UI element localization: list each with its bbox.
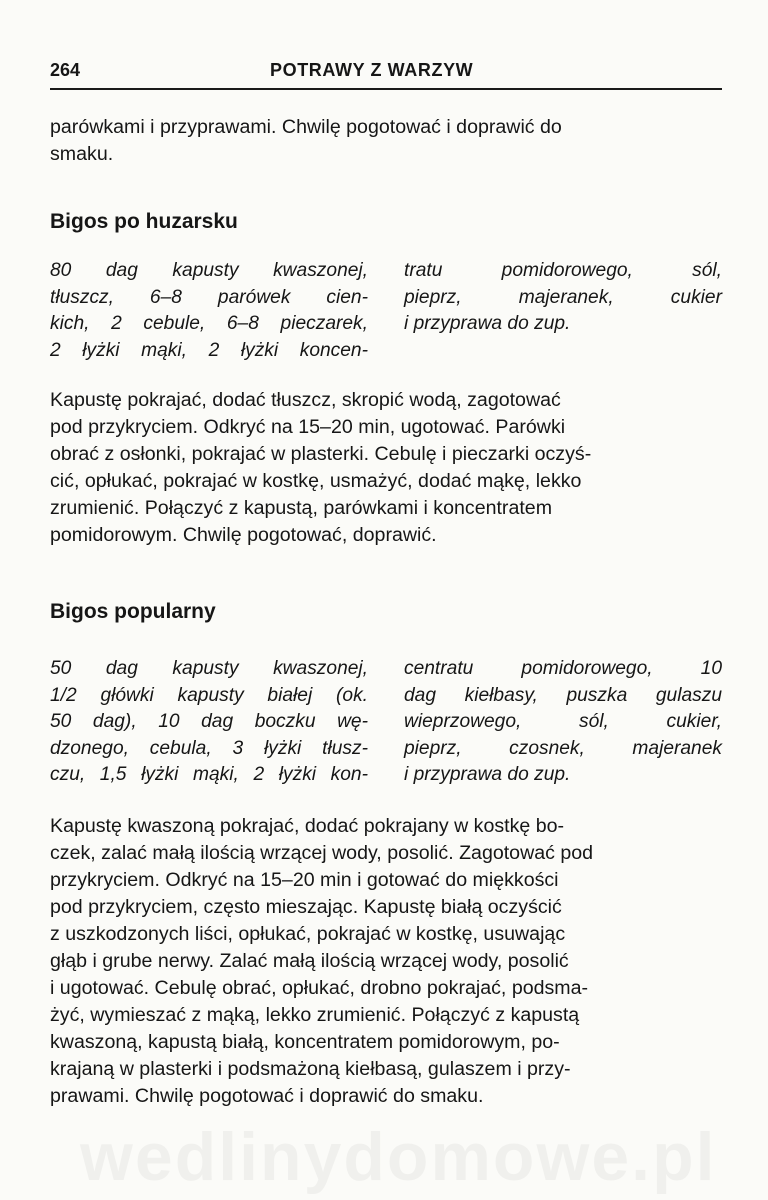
text-line: z uszkodzonych liści, opłukać, pokrajać w kostkę, usuwając xyxy=(50,923,566,945)
text-line: pod przykryciem, często mieszając. Kapustę białą oczyścić xyxy=(50,896,562,918)
recipe-method xyxy=(50,813,722,1110)
text-line: cić, opłukać, pokrajać w kostkę, usmażyć, dodać mąkę, lekko xyxy=(50,470,582,492)
ingredient-line: 50 dag kapusty kwaszonej, xyxy=(50,658,368,679)
text-line: czek, zalać małą ilością wrzącej wody, posolić. Zagotować pod xyxy=(50,842,594,864)
text-line: kwaszoną, kapustą białą, koncentratem pomidorowym, po- xyxy=(50,1031,560,1053)
recipe-title: Bigos po huzarsku xyxy=(50,210,238,233)
ingredient-line: dzonego, cebula, 3 łyżki tłusz- xyxy=(50,737,368,759)
text-line: przykryciem. Odkryć na 15–20 min i gotować do miękkości xyxy=(50,869,559,891)
running-title: POTRAWY Z WARZYW xyxy=(270,60,474,80)
text-line: pod przykryciem. Odkryć na 15–20 min, ugotować. Parówki xyxy=(50,416,566,438)
ingredient-line: 80 dag kapusty kwaszonej, xyxy=(50,260,368,281)
ingredient-line: kich, 2 cebule, 6–8 pieczarek, xyxy=(50,313,368,334)
ingredient-line: tłuszcz, 6–8 parówek cien- xyxy=(50,286,368,308)
recipe-method xyxy=(50,387,722,549)
text-line: Kapustę kwaszoną pokrajać, dodać pokrajany w kostkę bo- xyxy=(50,815,565,837)
ingredient-line: pieprz, czosnek, majeranek xyxy=(404,737,722,759)
ingredients-block xyxy=(50,258,722,368)
text-line: prawami. Chwilę pogotować i doprawić do smaku. xyxy=(50,1085,484,1107)
ingredient-line: czu, 1,5 łyżki mąki, 2 łyżki kon- xyxy=(50,764,368,785)
ingredient-line: centratu pomidorowego, 10 xyxy=(404,658,722,679)
page-header xyxy=(50,58,722,90)
ingredient-line: dag kiełbasy, puszka gulaszu xyxy=(404,684,722,706)
watermark xyxy=(80,1118,717,1196)
ingredient-line: tratu pomidorowego, sól, xyxy=(404,260,722,281)
text-line: głąb i grube nerwy. Zalać małą ilością wrzącej wody, posolić xyxy=(50,950,569,972)
ingredients-right-column xyxy=(404,258,722,338)
ingredients-block xyxy=(50,656,722,792)
text-line: zrumienić. Połączyć z kapustą, parówkami i koncentratem xyxy=(50,497,553,519)
recipe-title: Bigos popularny xyxy=(50,600,216,623)
ingredients-right-column xyxy=(404,656,722,789)
text-line: smaku. xyxy=(50,143,114,165)
intro-paragraph xyxy=(50,114,722,168)
ingredient-line: i przyprawa do zup. xyxy=(404,313,571,334)
ingredient-line: 2 łyżki mąki, 2 łyżki koncen- xyxy=(50,339,368,361)
ingredient-line: 1/2 główki kapusty białej (ok. xyxy=(50,684,368,706)
text-line: pomidorowym. Chwilę pogotować, doprawić. xyxy=(50,524,437,546)
ingredient-line: 50 dag), 10 dag boczku wę- xyxy=(50,711,368,732)
ingredients-left-column xyxy=(50,258,368,364)
ingredient-line: wieprzowego, sól, cukier, xyxy=(404,711,722,732)
ingredient-line: i przyprawa do zup. xyxy=(404,764,571,785)
text-line: krajaną w plasterki i podsmażoną kiełbasą, gulaszem i przy- xyxy=(50,1058,571,1080)
text-line: parówkami i przyprawami. Chwilę pogotować i doprawić do xyxy=(50,116,562,138)
ingredients-left-column xyxy=(50,656,368,789)
text-line: żyć, wymieszać z mąką, lekko zrumienić. Połączyć z kapustą xyxy=(50,1004,580,1026)
text-line: Kapustę pokrajać, dodać tłuszcz, skropić wodą, zagotować xyxy=(50,389,561,411)
page-number: 264 xyxy=(50,60,81,80)
text-line: obrać z osłonki, pokrajać w plasterki. Cebulę i pieczarki oczyś- xyxy=(50,443,592,465)
text-line: i ugotować. Cebulę obrać, opłukać, drobno pokrajać, podsma- xyxy=(50,977,589,999)
ingredient-line: pieprz, majeranek, cukier xyxy=(404,286,722,308)
